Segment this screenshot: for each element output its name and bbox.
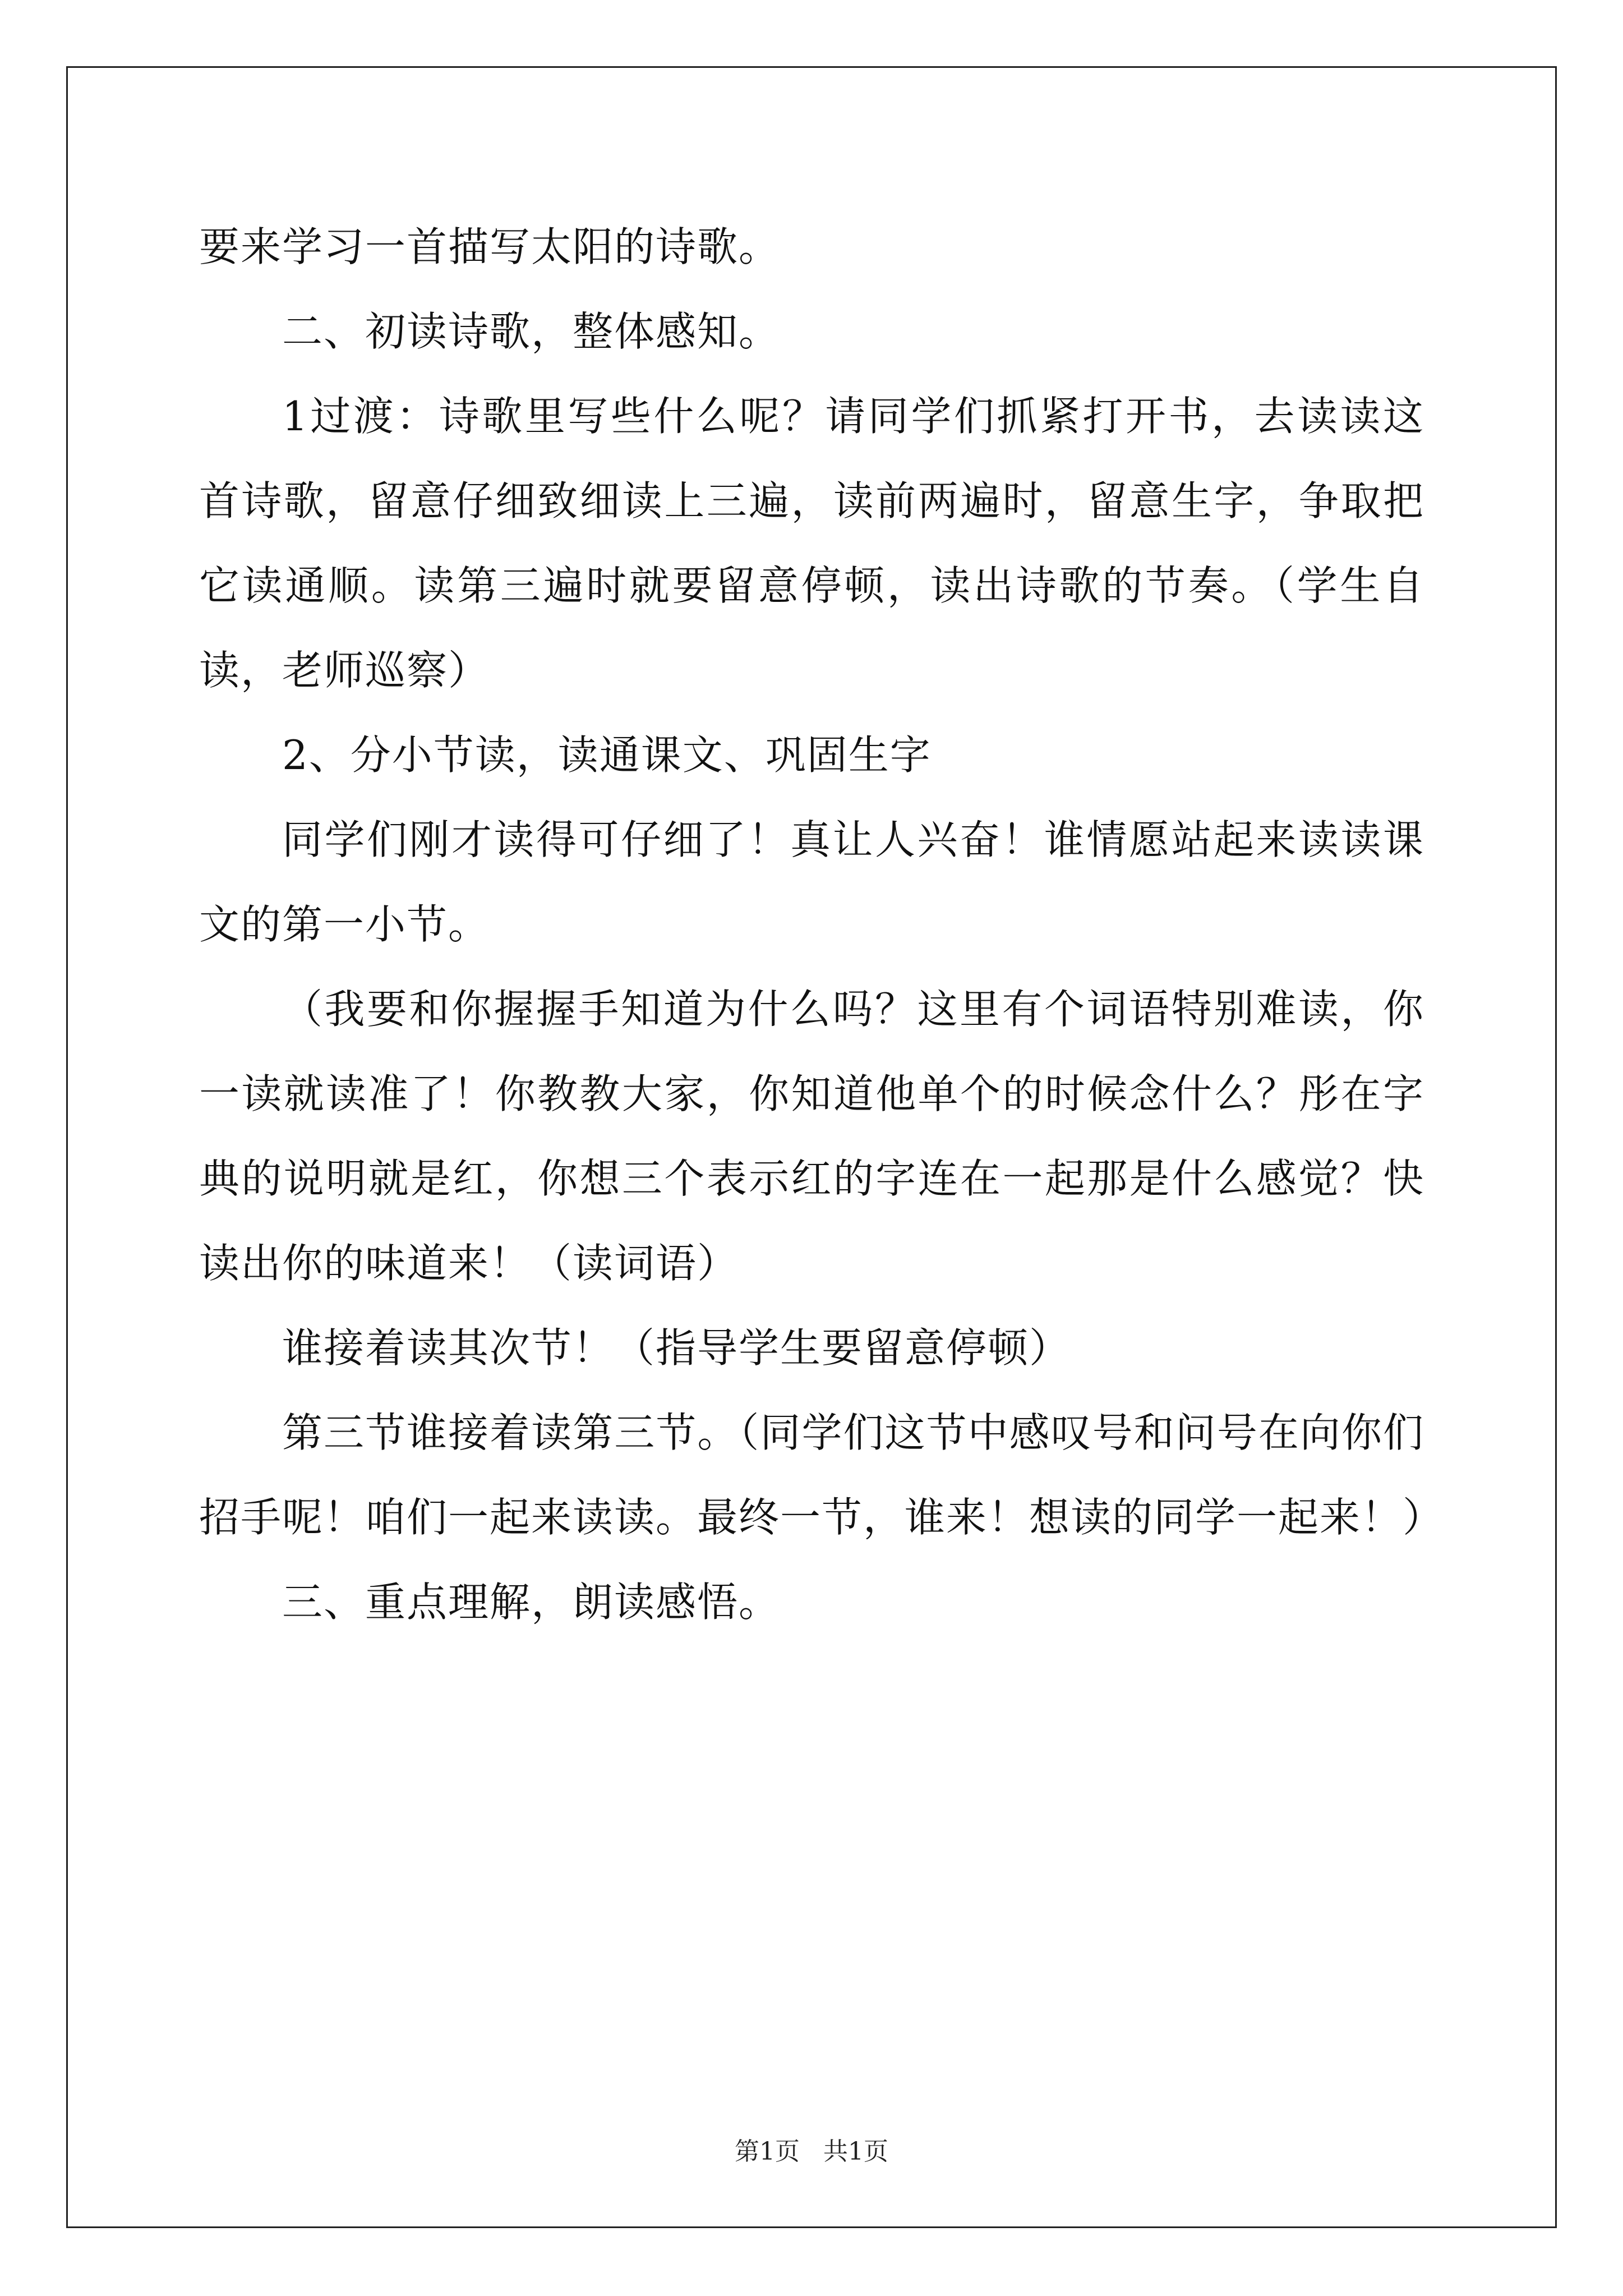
paragraph-5: 同学们刚才读得可仔细了！真让人兴奋！谁情愿站起来读读课文的第一小节。	[199, 816, 1424, 948]
paragraph-4: 2、分小节读，读通课文、巩固生字	[282, 731, 932, 779]
paragraph-7: 谁接着读其次节！（指导学生要留意停顿）	[282, 1324, 1071, 1372]
page-number: 第1页	[735, 2137, 800, 2166]
paragraph-1: 要来学习一首描写太阳的诗歌。	[199, 223, 781, 270]
paragraph-3: 1过渡：诗歌里写些什么呢？请同学们抓紧打开书，去读读这首诗歌，留意仔细致细读上三遍，读前两遍时，留意生字，争取把它读通顺。读第三遍时就要留意停顿，读出诗歌的节奏。（学生自读，老师巡察）	[199, 393, 1424, 694]
paragraph-9: 三、重点理解，朗读感悟。	[282, 1579, 781, 1626]
page-total: 共1页	[823, 2137, 888, 2166]
page-footer	[0, 2136, 1623, 2168]
paragraph-2: 二、初读诗歌，整体感知。	[282, 308, 781, 355]
document-body	[199, 205, 1445, 1645]
paragraph-6: （我要和你握握手知道为什么吗？这里有个词语特别难读，你一读就读准了！你教教大家，你知道他单个的时候念什么？彤在字典的说明就是红，你想三个表示红的字连在一起那是什么感觉？快读出你的味道来！（读词语）	[199, 986, 1424, 1287]
paragraph-8: 第三节谁接着读第三节。（同学们这节中感叹号和问号在向你们招手呢！咱们一起来读读。最终一节，谁来！想读的同学一起来！）	[199, 1409, 1445, 1541]
